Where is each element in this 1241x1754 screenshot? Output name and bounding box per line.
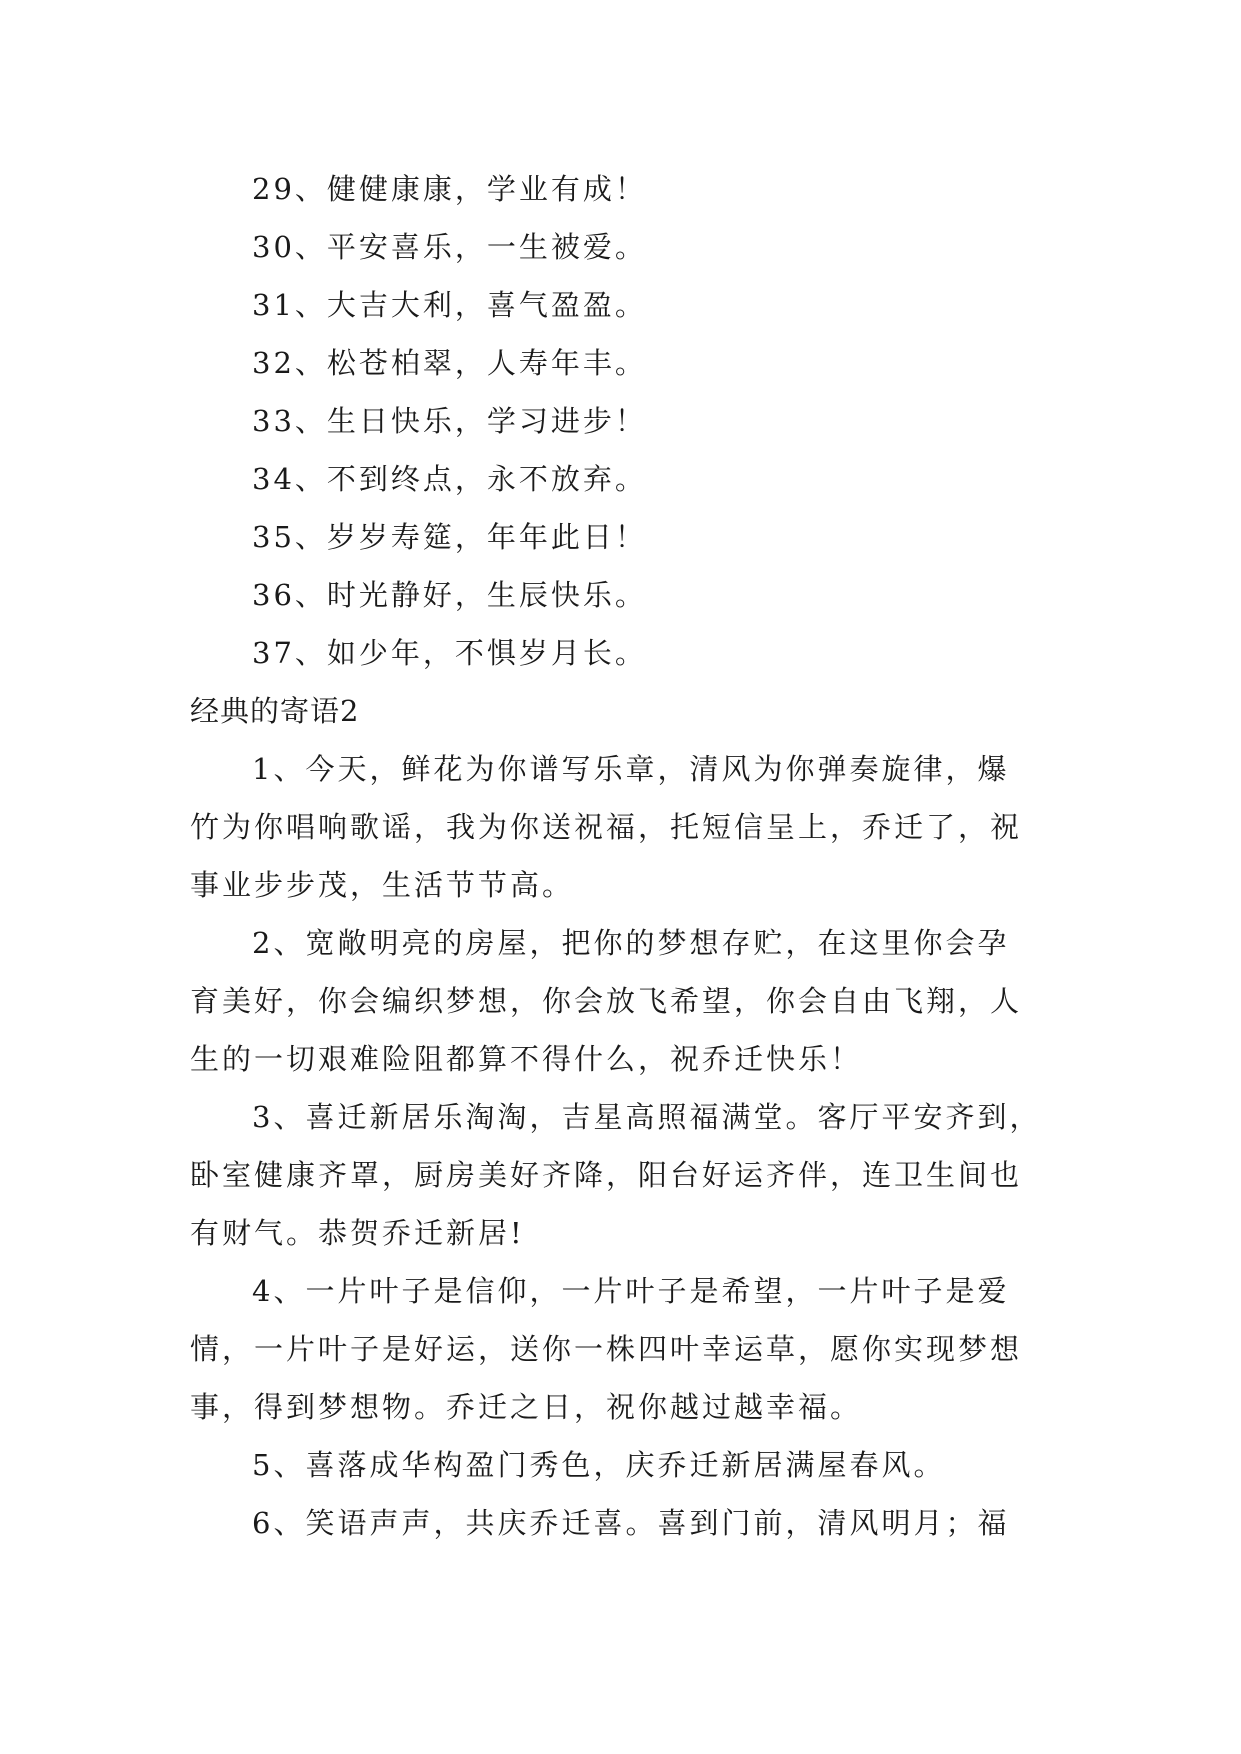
- wish-line: 37、如少年，不惧岁月长。: [252, 636, 647, 670]
- paragraph-line: 情，一片叶子是好运，送你一株四叶幸运草，愿你实现梦想: [190, 1332, 1023, 1366]
- wish-line: 36、时光静好，生辰快乐。: [252, 578, 647, 612]
- paragraph: [190, 1088, 1070, 1262]
- paragraph-line: 事业步步茂，生活节节高。: [190, 868, 575, 902]
- wish-line: 35、岁岁寿筵，年年此日！: [252, 520, 647, 554]
- paragraph-line: 事，得到梦想物。乔迁之日，祝你越过越幸福。: [190, 1390, 863, 1424]
- paragraph: [190, 740, 1070, 914]
- paragraph: [190, 1436, 1070, 1494]
- wish-line: 34、不到终点，永不放弃。: [252, 462, 647, 496]
- paragraph-line: 有财气。恭贺乔迁新居!: [190, 1216, 525, 1250]
- paragraph: [190, 914, 1070, 1088]
- wish-line: 32、松苍柏翠，人寿年丰。: [252, 346, 647, 380]
- document-body: [190, 160, 1070, 1552]
- paragraph: [190, 1262, 1070, 1436]
- paragraph-line: 卧室健康齐罩，厨房美好齐降，阳台好运齐伴，连卫生间也: [190, 1158, 1023, 1192]
- paragraph-line: 6、笑语声声，共庆乔迁喜。喜到门前，清风明月；福: [252, 1506, 1010, 1540]
- paragraph-line: 竹为你唱响歌谣，我为你送祝福，托短信呈上，乔迁了，祝: [190, 810, 1023, 844]
- wish-line: 29、健健康康，学业有成！: [252, 172, 647, 206]
- paragraph-line: 4、一片叶子是信仰，一片叶子是希望，一片叶子是爱: [252, 1274, 1010, 1308]
- paragraph-line: 育美好，你会编织梦想，你会放飞希望，你会自由飞翔，人: [190, 984, 1023, 1018]
- paragraph-line: 2、宽敞明亮的房屋，把你的梦想存贮，在这里你会孕: [252, 926, 1010, 960]
- paragraph-line: 5、喜落成华构盈门秀色，庆乔迁新居满屋春风。: [252, 1448, 946, 1482]
- section-title: 经典的寄语2: [190, 694, 360, 728]
- wish-line: 30、平安喜乐，一生被爱。: [252, 230, 647, 264]
- wish-line: 33、生日快乐，学习进步！: [252, 404, 647, 438]
- paragraph-line: 生的一切艰难险阻都算不得什么，祝乔迁快乐！: [190, 1042, 863, 1076]
- paragraph-line: 3、喜迁新居乐淘淘，吉星高照福满堂。客厅平安齐到，: [252, 1100, 1042, 1134]
- wish-line: 31、大吉大利，喜气盈盈。: [252, 288, 647, 322]
- paragraph: [190, 1494, 1070, 1552]
- paragraph-line: 1、今天，鲜花为你谱写乐章，清风为你弹奏旋律，爆: [252, 752, 1010, 786]
